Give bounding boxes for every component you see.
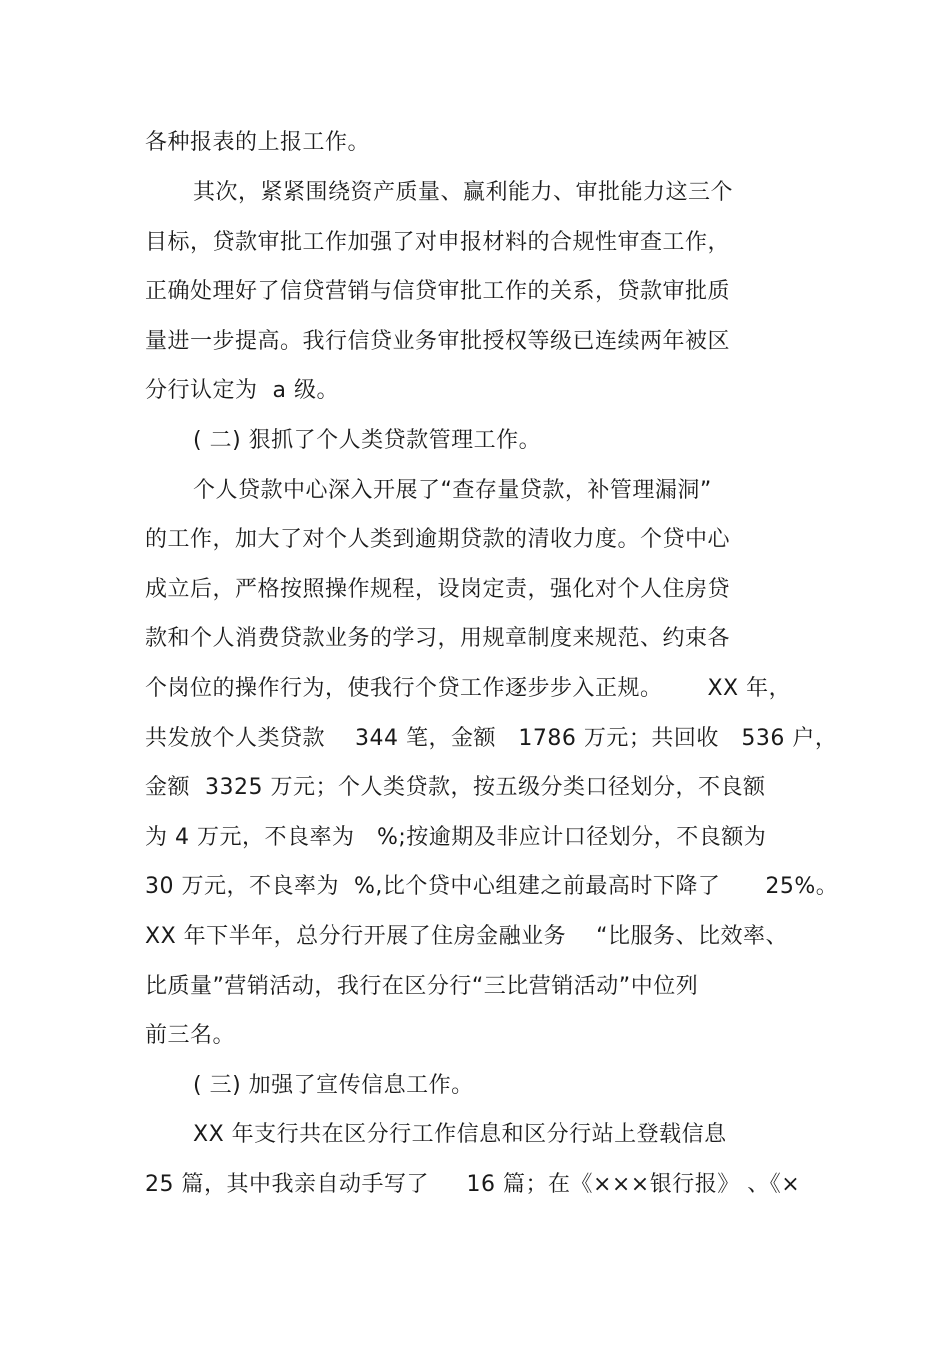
text-line: 比质量”营销活动，我行在区分行“三比营销活动”中位列 — [145, 974, 699, 999]
text-line: 款和个人消费贷款业务的学习，用规章制度来规范、约束各 — [145, 626, 731, 651]
text-line: 共发放个人类贷款 344 笔，金额 1786 万元；共回收 536 户， — [145, 726, 838, 751]
section-heading: ( 二) 狠抓了个人类贷款管理工作。 — [193, 428, 542, 453]
text-line: 成立后，严格按照操作规程，设岗定责，强化对个人住房贷 — [145, 577, 731, 602]
text-line: 25 篇，其中我亲自动手写了 16 篇；在《×××银行报》 、《× — [145, 1172, 801, 1197]
section-heading: ( 三) 加强了宣传信息工作。 — [193, 1073, 474, 1098]
paragraph-start: 个人贷款中心深入开展了“查存量贷款，补管理漏洞” — [193, 478, 712, 503]
text-line: 个岗位的操作行为，使我行个贷工作逐步步入正规。 XX 年， — [145, 676, 792, 701]
text-line: 量进一步提高。我行信贷业务审批授权等级已连续两年被区 — [145, 329, 731, 354]
text-line: 前三名。 — [145, 1023, 236, 1048]
text-line: 的工作，加大了对个人类到逾期贷款的清收力度。个贷中心 — [145, 527, 731, 552]
text-line: 金额 3325 万元；个人类贷款，按五级分类口径划分，不良额 — [145, 775, 766, 800]
paragraph-start: 其次，紧紧围绕资产质量、赢利能力、审批能力这三个 — [193, 180, 734, 205]
text-line: 为 4 万元，不良率为 %;按逾期及非应计口径划分，不良额为 — [145, 825, 767, 850]
text-line: 目标，贷款审批工作加强了对申报材料的合规性审查工作， — [145, 230, 731, 255]
text-line: 正确处理好了信贷营销与信贷审批工作的关系，贷款审批质 — [145, 279, 731, 304]
text-line: 分行认定为 a 级。 — [145, 378, 339, 403]
text-line: 各种报表的上报工作。 — [145, 130, 371, 155]
text-line: 30 万元，不良率为 %,比个贷中心组建之前最高时下降了 25%。 — [145, 874, 839, 899]
text-line: XX 年下半年，总分行开展了住房金融业务 “比服务、比效率、 — [145, 924, 789, 949]
paragraph-start: XX 年支行共在区分行工作信息和区分行站上登载信息 — [193, 1122, 727, 1147]
